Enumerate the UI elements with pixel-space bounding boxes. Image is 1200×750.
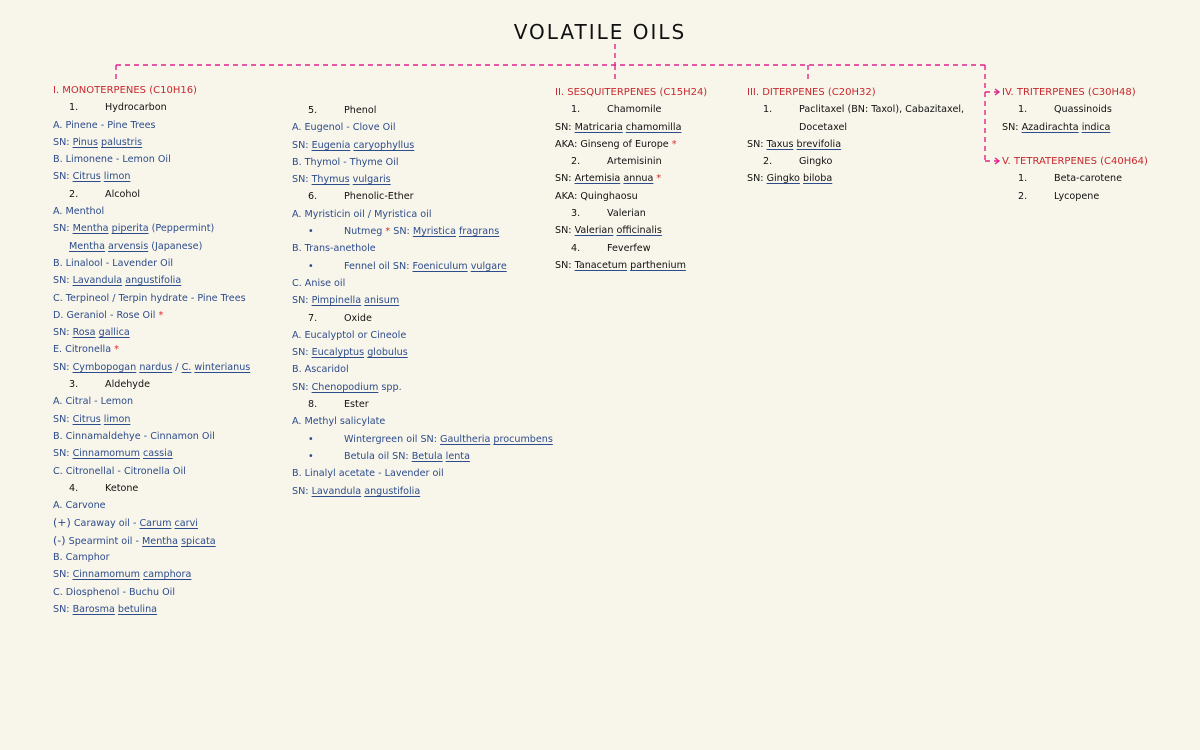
- tetraterpenes-column: [1002, 153, 1148, 205]
- triterpenes-column: [1002, 84, 1136, 136]
- bullet-icon: •: [308, 433, 314, 445]
- list-item: A. Myristicin oil / Myristica oil: [292, 208, 432, 220]
- arrow-tri: [995, 89, 999, 95]
- subclass-oxide: 7. Oxide: [308, 312, 372, 324]
- scientific-name: SN: Barosma betulina: [53, 603, 158, 615]
- subclass-ketone: 4. Ketone: [69, 482, 139, 494]
- monoterpenes-column: [53, 82, 250, 618]
- scientific-name: SN: Citrus limon: [53, 171, 131, 183]
- subclass-item: 1. Chamomile: [571, 104, 662, 116]
- subclass-item: 1. Quassinoids: [1018, 104, 1112, 116]
- subclass-label: Hydrocarbon: [105, 102, 167, 114]
- scientific-name: SN: Azadirachta indica: [1002, 121, 1111, 133]
- list-item: A. Pinene - Pine Trees: [53, 119, 156, 131]
- scientific-name: SN: Matricaria chamomilla: [555, 121, 682, 133]
- list-item: A. Eugenol - Clove Oil: [292, 122, 396, 134]
- subclass-item-continued: Docetaxel: [799, 121, 848, 133]
- subclass-alcohol: 2. Alcohol: [69, 188, 140, 200]
- list-item: (-) Spearmint oil - Mentha spicata: [53, 533, 216, 547]
- subclass-item: 3. Valerian: [571, 208, 646, 220]
- list-item: B. Limonene - Lemon Oil: [53, 154, 171, 166]
- bullet-icon: •: [308, 450, 314, 462]
- bullet-item: • Betula oil SN: Betula lenta: [292, 448, 553, 465]
- scientific-name: SN: Lavandula angustifolia: [292, 485, 421, 497]
- scientific-name: SN: Thymus vulgaris: [292, 174, 391, 186]
- scientific-name: SN: Chenopodium spp.: [292, 381, 402, 393]
- scientific-name: SN: Citrus limon: [53, 413, 131, 425]
- scientific-name: SN: Taxus brevifolia: [747, 138, 842, 150]
- list-item: B. Ascaridol: [292, 364, 349, 376]
- arrow-tetra: [995, 158, 999, 164]
- list-item: A. Carvone: [53, 500, 106, 512]
- diterpenes-heading: III. DITERPENES (C20H32): [747, 87, 876, 98]
- diterpenes-column: [747, 84, 964, 188]
- subclass-item: 1. Beta-carotene: [1018, 173, 1122, 185]
- sesquiterpenes-heading: II. SESQUITERPENES (C15H24): [555, 87, 708, 98]
- scientific-name: SN: Cymbopogan nardus / C. winterianus: [53, 361, 251, 373]
- list-item: B. Linalyl acetate - Lavender oil: [292, 468, 444, 480]
- scientific-name: SN: Tanacetum parthenium: [555, 259, 686, 271]
- sesquiterpenes-column: [555, 84, 707, 274]
- scientific-name: SN: Lavandula angustifolia: [53, 275, 182, 287]
- aka-line: AKA: Quinghaosu: [555, 190, 638, 202]
- list-item: B. Linalool - Lavender Oil: [53, 257, 174, 269]
- bullet-item: • Nutmeg * SN: Myristica fragrans: [292, 223, 553, 240]
- star-icon: *: [671, 138, 677, 150]
- subclass-ester: 8. Ester: [308, 399, 369, 411]
- scientific-name: SN: Cinnamomum camphora: [53, 569, 192, 581]
- subclass-item: 4. Feverfew: [571, 242, 651, 254]
- list-item: E. Citronella *: [53, 344, 119, 356]
- star-icon: *: [114, 344, 119, 356]
- scientific-name: SN: Artemisia annua *: [555, 173, 662, 185]
- list-item: B. Cinnamaldehye - Cinnamon Oil: [53, 430, 215, 442]
- list-item: B. Camphor: [53, 552, 110, 564]
- scientific-name: SN: Rosa gallica: [53, 327, 130, 339]
- subclass-item: 2. Artemisinin: [571, 156, 662, 168]
- scientific-name: SN: Eugenia caryophyllus: [292, 139, 415, 151]
- scientific-name: SN: Mentha piperita (Peppermint): [53, 223, 215, 235]
- star-icon: *: [385, 226, 391, 238]
- monoterpenes-heading: I. MONOTERPENES (C10H16): [53, 85, 197, 96]
- list-item: D. Geraniol - Rose Oil *: [53, 309, 164, 321]
- scientific-name: SN: Pinus palustris: [53, 136, 143, 148]
- scientific-name: SN: Cinnamomum cassia: [53, 448, 173, 460]
- subclass-item: 2. Lycopene: [1018, 190, 1100, 202]
- list-item: A. Citral - Lemon: [53, 396, 134, 408]
- scientific-name: SN: Pimpinella anisum: [292, 295, 400, 307]
- subclass-phenolic-ether: 6. Phenolic-Ether: [308, 191, 414, 203]
- subclass-item: 2. Gingko: [763, 156, 833, 168]
- bullet-item: • Fennel oil SN: Foeniculum vulgare: [292, 258, 553, 275]
- scientific-name: SN: Valerian officinalis: [555, 225, 662, 237]
- page-title: VOLATILE OILS: [513, 20, 687, 44]
- list-item: C. Terpineol / Terpin hydrate - Pine Trees: [53, 292, 246, 304]
- star-icon: *: [158, 309, 164, 321]
- list-item: C. Anise oil: [292, 277, 346, 289]
- list-item: C. Diosphenol - Buchu Oil: [53, 586, 175, 598]
- list-item: B. Trans-anethole: [292, 243, 376, 255]
- list-item: (+) Caraway oil - Carum carvi: [53, 516, 198, 530]
- subclass-item: 1. Paclitaxel (BN: Taxol), Cabazitaxel,: [763, 104, 965, 116]
- list-item: A. Methyl salicylate: [292, 416, 386, 428]
- list-item: A. Eucalyptol or Cineole: [292, 329, 407, 341]
- subclass-hydrocarbon: [53, 99, 250, 116]
- monoterpenes-continued-column: [292, 102, 553, 500]
- aka-line: AKA: Ginseng of Europe *: [555, 138, 677, 150]
- bullet-icon: •: [308, 260, 314, 272]
- triterpenes-heading: IV. TRITERPENES (C30H48): [1002, 87, 1136, 98]
- bullet-icon: •: [308, 226, 314, 238]
- subclass-phenol: 5. Phenol: [308, 105, 377, 116]
- scientific-name: SN: Gingko biloba: [747, 173, 833, 185]
- bullet-item: • Wintergreen oil SN: Gaultheria procumbens: [292, 431, 553, 448]
- list-item: C. Citronellal - Citronella Oil: [53, 465, 186, 477]
- scientific-name: Mentha arvensis (Japanese): [69, 240, 203, 252]
- scientific-name: SN: Eucalyptus globulus: [292, 347, 408, 359]
- tetraterpenes-heading: V. TETRATERPENES (C40H64): [1002, 156, 1148, 167]
- subclass-aldehyde: 3. Aldehyde: [69, 379, 150, 391]
- star-icon: *: [656, 173, 662, 185]
- list-item: B. Thymol - Thyme Oil: [292, 156, 399, 168]
- list-item: A. Menthol: [53, 206, 105, 218]
- subclass-number: 1.: [69, 102, 79, 114]
